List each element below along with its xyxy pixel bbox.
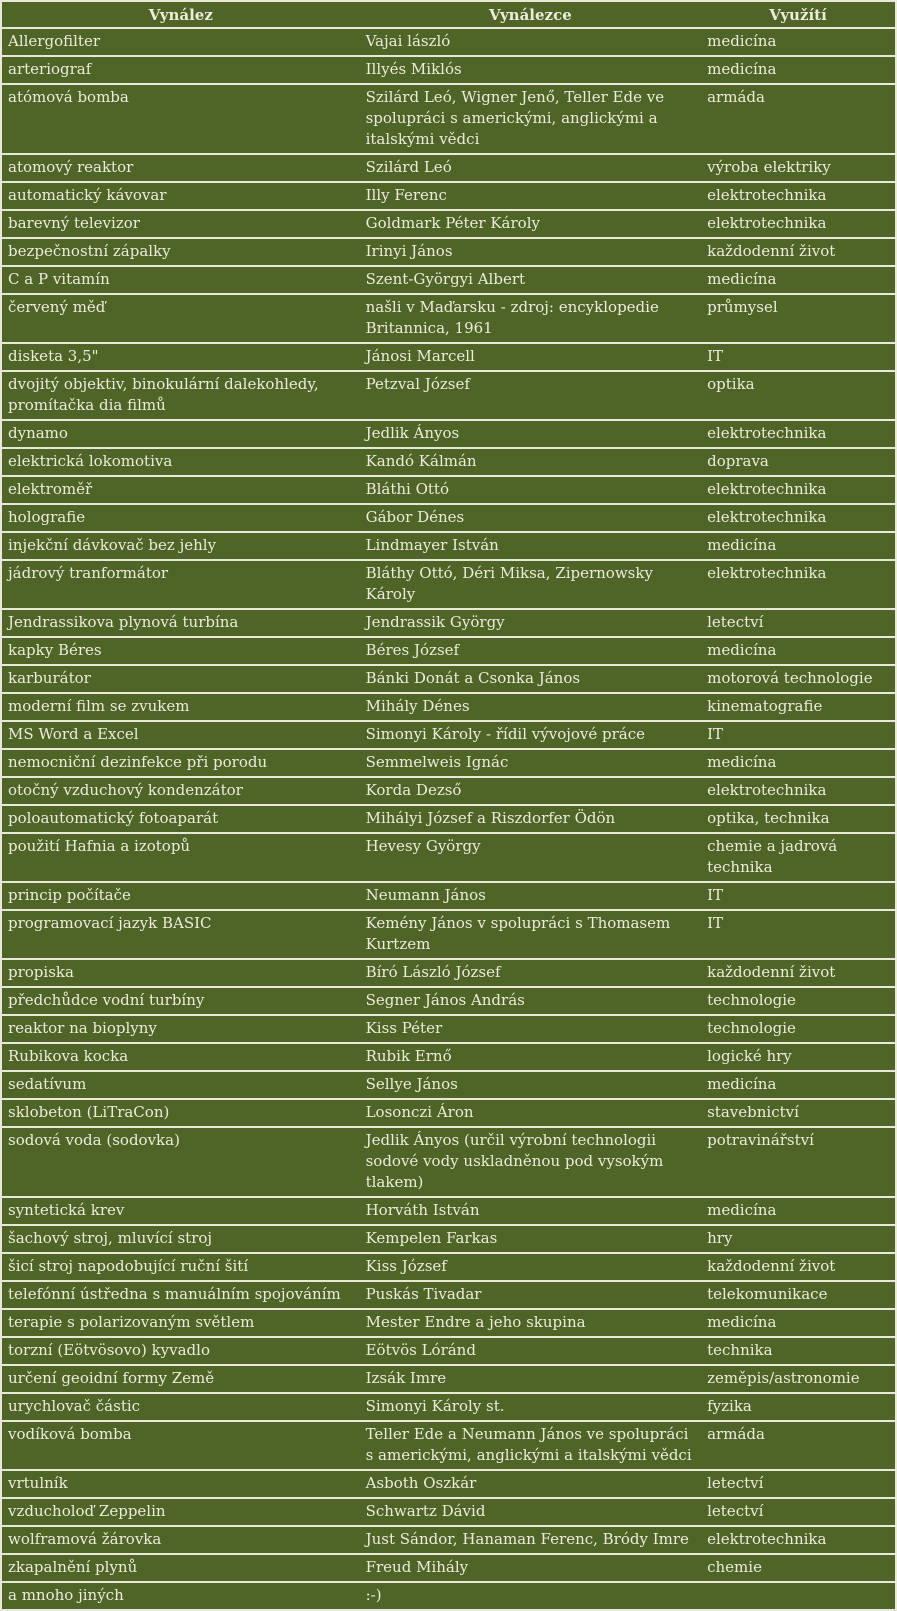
usage-cell: letectví	[701, 1470, 896, 1498]
table-body	[1, 28, 896, 1610]
table-row	[1, 448, 896, 476]
inventor-cell: Szilárd Leó, Wigner Jenő, Teller Ede ve spolupráci s americkými, anglickými a italskými vědci	[360, 84, 702, 154]
inventor-cell: Simonyi Károly - řídil vývojové práce	[360, 721, 702, 749]
usage-cell: technika	[701, 1337, 896, 1365]
inventor-cell: :-)	[360, 1582, 702, 1610]
table-row	[1, 1015, 896, 1043]
usage-cell: stavebnictví	[701, 1099, 896, 1127]
usage-cell: IT	[701, 343, 896, 371]
table-row	[1, 238, 896, 266]
inventor-cell: Petzval József	[360, 371, 702, 420]
invention-cell: barevný televizor	[1, 210, 360, 238]
invention-cell: reaktor na bioplyny	[1, 1015, 360, 1043]
table-row	[1, 56, 896, 84]
invention-cell: karburátor	[1, 665, 360, 693]
inventor-cell: Szent-Györgyi Albert	[360, 266, 702, 294]
column-header-usage: Využítí	[701, 1, 896, 28]
table-row	[1, 266, 896, 294]
table-row	[1, 749, 896, 777]
table-row	[1, 1393, 896, 1421]
usage-cell: technologie	[701, 987, 896, 1015]
usage-cell: IT	[701, 910, 896, 959]
invention-cell: bezpečnostní zápalky	[1, 238, 360, 266]
inventor-cell: Kempelen Farkas	[360, 1225, 702, 1253]
table-row	[1, 1197, 896, 1225]
invention-cell: dvojitý objektiv, binokulární dalekohledy, promítačka dia filmů	[1, 371, 360, 420]
table-row	[1, 532, 896, 560]
usage-cell: letectví	[701, 1498, 896, 1526]
usage-cell: elektrotechnika	[701, 504, 896, 532]
invention-cell: elektrická lokomotiva	[1, 448, 360, 476]
inventor-cell: Neumann János	[360, 882, 702, 910]
invention-cell: C a P vitamín	[1, 266, 360, 294]
table-row	[1, 84, 896, 154]
usage-cell: medicína	[701, 1309, 896, 1337]
invention-cell: poloautomatický fotoaparát	[1, 805, 360, 833]
inventor-cell: Eötvös Lóránd	[360, 1337, 702, 1365]
table-row	[1, 959, 896, 987]
usage-cell: technologie	[701, 1015, 896, 1043]
invention-cell: Jendrassikova plynová turbína	[1, 609, 360, 637]
inventor-cell: Losonczi Áron	[360, 1099, 702, 1127]
table-row	[1, 1225, 896, 1253]
inventor-cell: Mihályi József a Riszdorfer Ödön	[360, 805, 702, 833]
usage-cell: logické hry	[701, 1043, 896, 1071]
invention-cell: vrtulník	[1, 1470, 360, 1498]
usage-cell: chemie a jadrová technika	[701, 833, 896, 882]
invention-cell: šicí stroj napodobující ruční šití	[1, 1253, 360, 1281]
usage-cell: každodenní život	[701, 238, 896, 266]
usage-cell: IT	[701, 882, 896, 910]
table-row	[1, 154, 896, 182]
table-row	[1, 560, 896, 609]
table-row	[1, 28, 896, 56]
usage-cell: elektrotechnika	[701, 777, 896, 805]
table-row	[1, 1470, 896, 1498]
invention-cell: Rubikova kocka	[1, 1043, 360, 1071]
header-row	[1, 1, 896, 28]
inventor-cell: Gábor Dénes	[360, 504, 702, 532]
table-row	[1, 1526, 896, 1554]
usage-cell: medicína	[701, 637, 896, 665]
table-row	[1, 1099, 896, 1127]
inventor-cell: Jedlik Ányos (určil výrobní technologii sodové vody uskladněnou pod vysokým tlakem)	[360, 1127, 702, 1197]
inventor-cell: Mihály Dénes	[360, 693, 702, 721]
column-header-invention: Vynález	[1, 1, 360, 28]
inventor-cell: Kandó Kálmán	[360, 448, 702, 476]
usage-cell: elektrotechnika	[701, 210, 896, 238]
usage-cell: medicína	[701, 749, 896, 777]
table-header	[1, 1, 896, 28]
invention-cell: určení geoidní formy Země	[1, 1365, 360, 1393]
table-row	[1, 343, 896, 371]
inventor-cell: Béres József	[360, 637, 702, 665]
inventor-cell: Bláthy Ottó, Déri Miksa, Zipernowsky Károly	[360, 560, 702, 609]
table-row	[1, 1253, 896, 1281]
table-row	[1, 1043, 896, 1071]
usage-cell: každodenní život	[701, 959, 896, 987]
usage-cell: hry	[701, 1225, 896, 1253]
usage-cell: elektrotechnika	[701, 1526, 896, 1554]
inventor-cell: Teller Ede a Neumann János ve spolupráci s americkými, anglickými a italskými vědci	[360, 1421, 702, 1470]
inventor-cell: Simonyi Károly st.	[360, 1393, 702, 1421]
inventor-cell: Freud Mihály	[360, 1554, 702, 1582]
invention-cell: injekční dávkovač bez jehly	[1, 532, 360, 560]
table-row	[1, 777, 896, 805]
invention-cell: telefónní ústředna s manuálním spojováním	[1, 1281, 360, 1309]
invention-cell: otočný vzduchový kondenzátor	[1, 777, 360, 805]
usage-cell: optika, technika	[701, 805, 896, 833]
invention-cell: atómová bomba	[1, 84, 360, 154]
invention-cell: vodíková bomba	[1, 1421, 360, 1470]
invention-cell: syntetická krev	[1, 1197, 360, 1225]
usage-cell: kinematografie	[701, 693, 896, 721]
invention-cell: jádrový tranformátor	[1, 560, 360, 609]
invention-cell: vzducholoď Zeppelin	[1, 1498, 360, 1526]
table-row	[1, 1281, 896, 1309]
invention-cell: propiska	[1, 959, 360, 987]
invention-cell: terapie s polarizovaným světlem	[1, 1309, 360, 1337]
usage-cell: výroba elektriky	[701, 154, 896, 182]
usage-cell: telekomunikace	[701, 1281, 896, 1309]
usage-cell: průmysel	[701, 294, 896, 343]
invention-cell: Allergofilter	[1, 28, 360, 56]
table-row	[1, 805, 896, 833]
inventor-cell: Kemény János v spolupráci s Thomasem Kurtzem	[360, 910, 702, 959]
table-row	[1, 1421, 896, 1470]
table-row	[1, 665, 896, 693]
invention-cell: použití Hafnia a izotopů	[1, 833, 360, 882]
invention-cell: zkapalnění plynů	[1, 1554, 360, 1582]
usage-cell: armáda	[701, 1421, 896, 1470]
usage-cell: medicína	[701, 1071, 896, 1099]
usage-cell: elektrotechnika	[701, 182, 896, 210]
invention-cell: kapky Béres	[1, 637, 360, 665]
usage-cell: medicína	[701, 532, 896, 560]
table-row	[1, 693, 896, 721]
usage-cell: potravinářství	[701, 1127, 896, 1197]
inventor-cell: Bláthi Ottó	[360, 476, 702, 504]
invention-cell: dynamo	[1, 420, 360, 448]
table-row	[1, 476, 896, 504]
usage-cell: armáda	[701, 84, 896, 154]
column-header-inventor: Vynálezce	[360, 1, 702, 28]
table-row	[1, 420, 896, 448]
inventor-cell: Jendrassik György	[360, 609, 702, 637]
usage-cell: medicína	[701, 266, 896, 294]
table-row	[1, 637, 896, 665]
invention-cell: sklobeton (LiTraCon)	[1, 1099, 360, 1127]
table-row	[1, 294, 896, 343]
inventor-cell: Semmelweis Ignác	[360, 749, 702, 777]
table-row	[1, 1554, 896, 1582]
invention-cell: nemocniční dezinfekce při porodu	[1, 749, 360, 777]
inventor-cell: Jánosi Marcell	[360, 343, 702, 371]
usage-cell: medicína	[701, 28, 896, 56]
inventor-cell: Kiss Péter	[360, 1015, 702, 1043]
inventor-cell: Bíró László József	[360, 959, 702, 987]
usage-cell: letectví	[701, 609, 896, 637]
usage-cell: medicína	[701, 56, 896, 84]
inventor-cell: Horváth István	[360, 1197, 702, 1225]
invention-cell: šachový stroj, mluvící stroj	[1, 1225, 360, 1253]
usage-cell: elektrotechnika	[701, 420, 896, 448]
usage-cell: elektrotechnika	[701, 560, 896, 609]
inventor-cell: Illy Ferenc	[360, 182, 702, 210]
table-row	[1, 910, 896, 959]
inventor-cell: Just Sándor, Hanaman Ferenc, Bródy Imre	[360, 1526, 702, 1554]
invention-cell: holografie	[1, 504, 360, 532]
usage-cell: doprava	[701, 448, 896, 476]
inventor-cell: Jedlik Ányos	[360, 420, 702, 448]
usage-cell: elektrotechnika	[701, 476, 896, 504]
invention-cell: atomový reaktor	[1, 154, 360, 182]
table-row	[1, 882, 896, 910]
table-row	[1, 1365, 896, 1393]
table-row	[1, 1309, 896, 1337]
invention-cell: a mnoho jiných	[1, 1582, 360, 1610]
inventor-cell: Hevesy György	[360, 833, 702, 882]
invention-cell: sodová voda (sodovka)	[1, 1127, 360, 1197]
invention-cell: moderní film se zvukem	[1, 693, 360, 721]
usage-cell: IT	[701, 721, 896, 749]
table-row	[1, 182, 896, 210]
inventor-cell: Goldmark Péter Károly	[360, 210, 702, 238]
inventor-cell: Segner János András	[360, 987, 702, 1015]
inventor-cell: Illyés Miklós	[360, 56, 702, 84]
table-row	[1, 504, 896, 532]
table-row	[1, 609, 896, 637]
inventor-cell: Izsák Imre	[360, 1365, 702, 1393]
table-row	[1, 210, 896, 238]
invention-cell: disketa 3,5"	[1, 343, 360, 371]
invention-cell: automatický kávovar	[1, 182, 360, 210]
inventor-cell: našli v Maďarsku - zdroj: encyklopedie Britannica, 1961	[360, 294, 702, 343]
inventor-cell: Mester Endre a jeho skupina	[360, 1309, 702, 1337]
table-row	[1, 1337, 896, 1365]
invention-cell: sedatívum	[1, 1071, 360, 1099]
inventor-cell: Kiss József	[360, 1253, 702, 1281]
table-row	[1, 1071, 896, 1099]
table-row	[1, 1127, 896, 1197]
invention-cell: předchůdce vodní turbíny	[1, 987, 360, 1015]
inventor-cell: Korda Dezső	[360, 777, 702, 805]
invention-cell: wolframová žárovka	[1, 1526, 360, 1554]
table-row	[1, 833, 896, 882]
inventor-cell: Vajai lászló	[360, 28, 702, 56]
inventor-cell: Szilárd Leó	[360, 154, 702, 182]
inventor-cell: Lindmayer István	[360, 532, 702, 560]
usage-cell: motorová technologie	[701, 665, 896, 693]
invention-cell: urychlovač částic	[1, 1393, 360, 1421]
invention-cell: princip počítače	[1, 882, 360, 910]
inventor-cell: Rubik Ernő	[360, 1043, 702, 1071]
inventor-cell: Irinyi János	[360, 238, 702, 266]
invention-cell: elektroměř	[1, 476, 360, 504]
usage-cell: chemie	[701, 1554, 896, 1582]
inventor-cell: Schwartz Dávid	[360, 1498, 702, 1526]
invention-cell: programovací jazyk BASIC	[1, 910, 360, 959]
invention-cell: MS Word a Excel	[1, 721, 360, 749]
invention-cell: arteriograf	[1, 56, 360, 84]
invention-cell: torzní (Eötvösovo) kyvadlo	[1, 1337, 360, 1365]
usage-cell: optika	[701, 371, 896, 420]
usage-cell: medicína	[701, 1197, 896, 1225]
usage-cell: každodenní život	[701, 1253, 896, 1281]
table-row	[1, 1582, 896, 1610]
table-row	[1, 721, 896, 749]
usage-cell: zeměpis/astronomie	[701, 1365, 896, 1393]
inventor-cell: Puskás Tivadar	[360, 1281, 702, 1309]
invention-cell: červený měď	[1, 294, 360, 343]
inventor-cell: Sellye János	[360, 1071, 702, 1099]
inventor-cell: Bánki Donát a Csonka János	[360, 665, 702, 693]
table-row	[1, 987, 896, 1015]
usage-cell: fyzika	[701, 1393, 896, 1421]
inventor-cell: Asboth Oszkár	[360, 1470, 702, 1498]
usage-cell	[701, 1582, 896, 1610]
table-row	[1, 371, 896, 420]
table-row	[1, 1498, 896, 1526]
